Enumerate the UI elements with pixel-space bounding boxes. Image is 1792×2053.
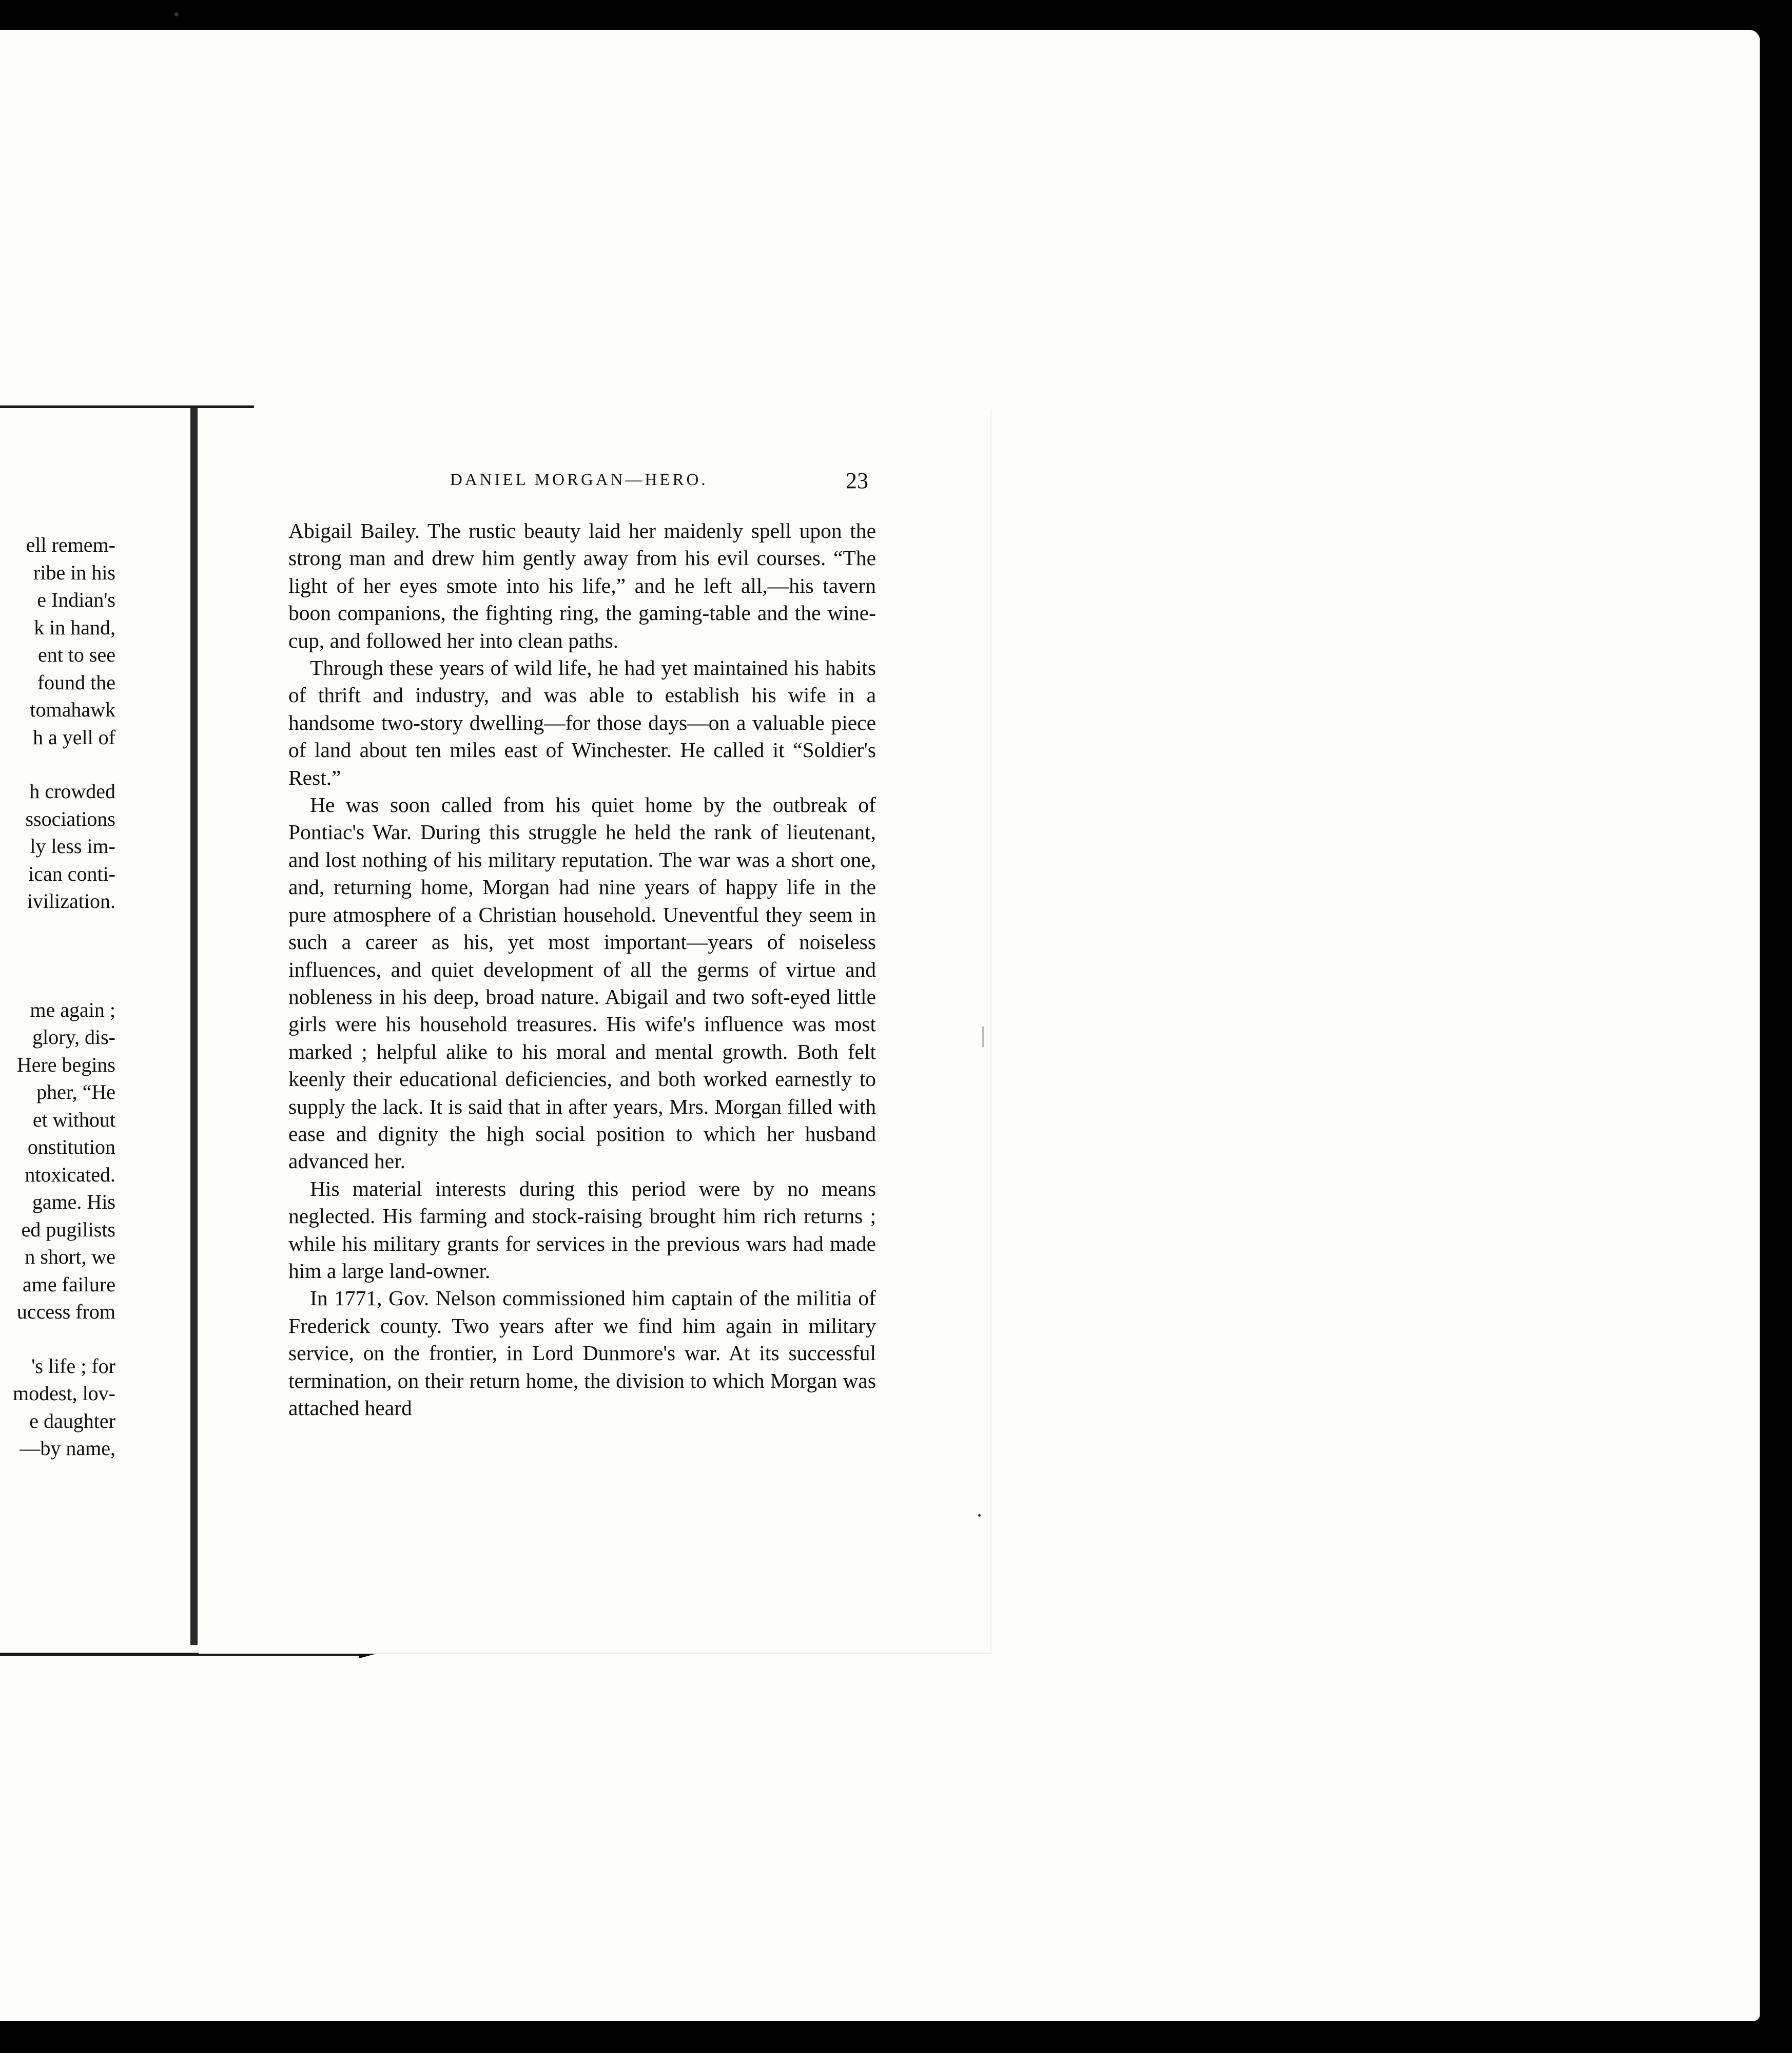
previous-page-fragment [0,531,115,1462]
scan-speck [978,1514,981,1517]
left-line: e daughter [29,1409,115,1432]
paragraph: He was soon called from his quiet home by the outbreak of Pontiac's War. During this struggle he held the rank of lieutenant, and lost nothing of his military reputation. The war was a short one, and, returning home, Morgan had nine years of happy life in the pure atmosphere of a Christian household. Uneventful they seem in such a career as his, yet most important—years of noiseless influences, and quiet development of all the germs of virtue and nobleness in his deep, broad nature. Abigail and two soft-eyed little girls were his household treasures. His wife's influence was most marked ; helpful alike to his moral and mental growth. Both felt keenly their educational deficiencies, and both worked earnestly to supply the lack. It is said that in after years, Mrs. Morgan filled with ease and dignity the high social position to which her husband advanced her. [288,793,876,1173]
paragraph: Abigail Bailey. The rustic beauty laid her maidenly spell upon the strong man and drew him gently away from his evil courses. “The light of her eyes smote into his life,” and he left all,—his tavern boon companions, the fighting ring, the gaming-table and the wine-cup, and followed her into clean paths. [288,519,876,652]
page-number: 23 [846,468,868,493]
left-line: n short, we [25,1245,115,1268]
running-head [198,468,990,497]
book-page [198,408,990,1653]
left-line: onstitution [27,1135,115,1158]
scan-border-bottom [0,2027,1792,2053]
left-line: ell remem- [26,533,115,556]
paragraph: Through these years of wild life, he had yet maintained his habits of thrift and industry, and was able to establish his wife in a handsome two-story dwelling—for those days—on a valuable piece of land about ten miles east of Winchester. He called it “Soldier's Rest.” [288,656,876,789]
left-line: ed pugilists [21,1217,115,1241]
left-line: glory, dis- [32,1025,115,1049]
left-line: ame failure [23,1272,115,1296]
page-edge-bottom-rule [0,1653,364,1656]
left-line: ican conti- [28,862,115,885]
left-line: modest, lov- [13,1382,115,1405]
left-line: ntoxicated. [25,1163,115,1186]
left-line: ly less im- [30,835,115,858]
left-line: et without [32,1108,115,1131]
running-title: DANIEL MORGAN—HERO. [450,471,708,489]
page-body [288,517,876,1422]
paragraph: In 1771, Gov. Nelson commissioned him captain of the militia of Frederick county. Two years after we find him again in military service, on the frontier, in Lord Dunmore's war. At its successful termination, on their return home, the division to which Morgan was attached heard [288,1286,876,1420]
left-line: tomahawk [30,698,115,721]
left-line: ssociations [25,807,115,830]
left-line: ent to see [37,643,115,666]
left-line: found the [37,670,115,694]
left-line: Here begins [16,1053,115,1076]
left-line: h a yell of [32,725,115,749]
left-line: me again ; [30,998,115,1021]
left-line: pher, “He [36,1080,115,1103]
left-line: ivilization. [27,889,115,913]
scan-speck [982,1026,984,1047]
left-line: game. His [32,1190,115,1213]
page-spine-rule [190,408,198,1645]
left-line: —by name, [20,1437,115,1460]
paragraph: His material interests during this period were by no means neglected. His farming and stock-raising brought him rich returns ; while his military grants for services in the previous wars had made him a large land-owner. [288,1176,876,1283]
left-line: h crowded [29,780,115,803]
left-line: k in hand, [34,615,115,639]
left-line: ribe in his [33,560,115,584]
scan-speck [174,12,179,16]
left-line: e Indian's [37,588,115,611]
scan-border-top [0,0,1792,34]
left-line: uccess from [16,1300,115,1323]
left-line: 's life ; for [31,1354,115,1378]
